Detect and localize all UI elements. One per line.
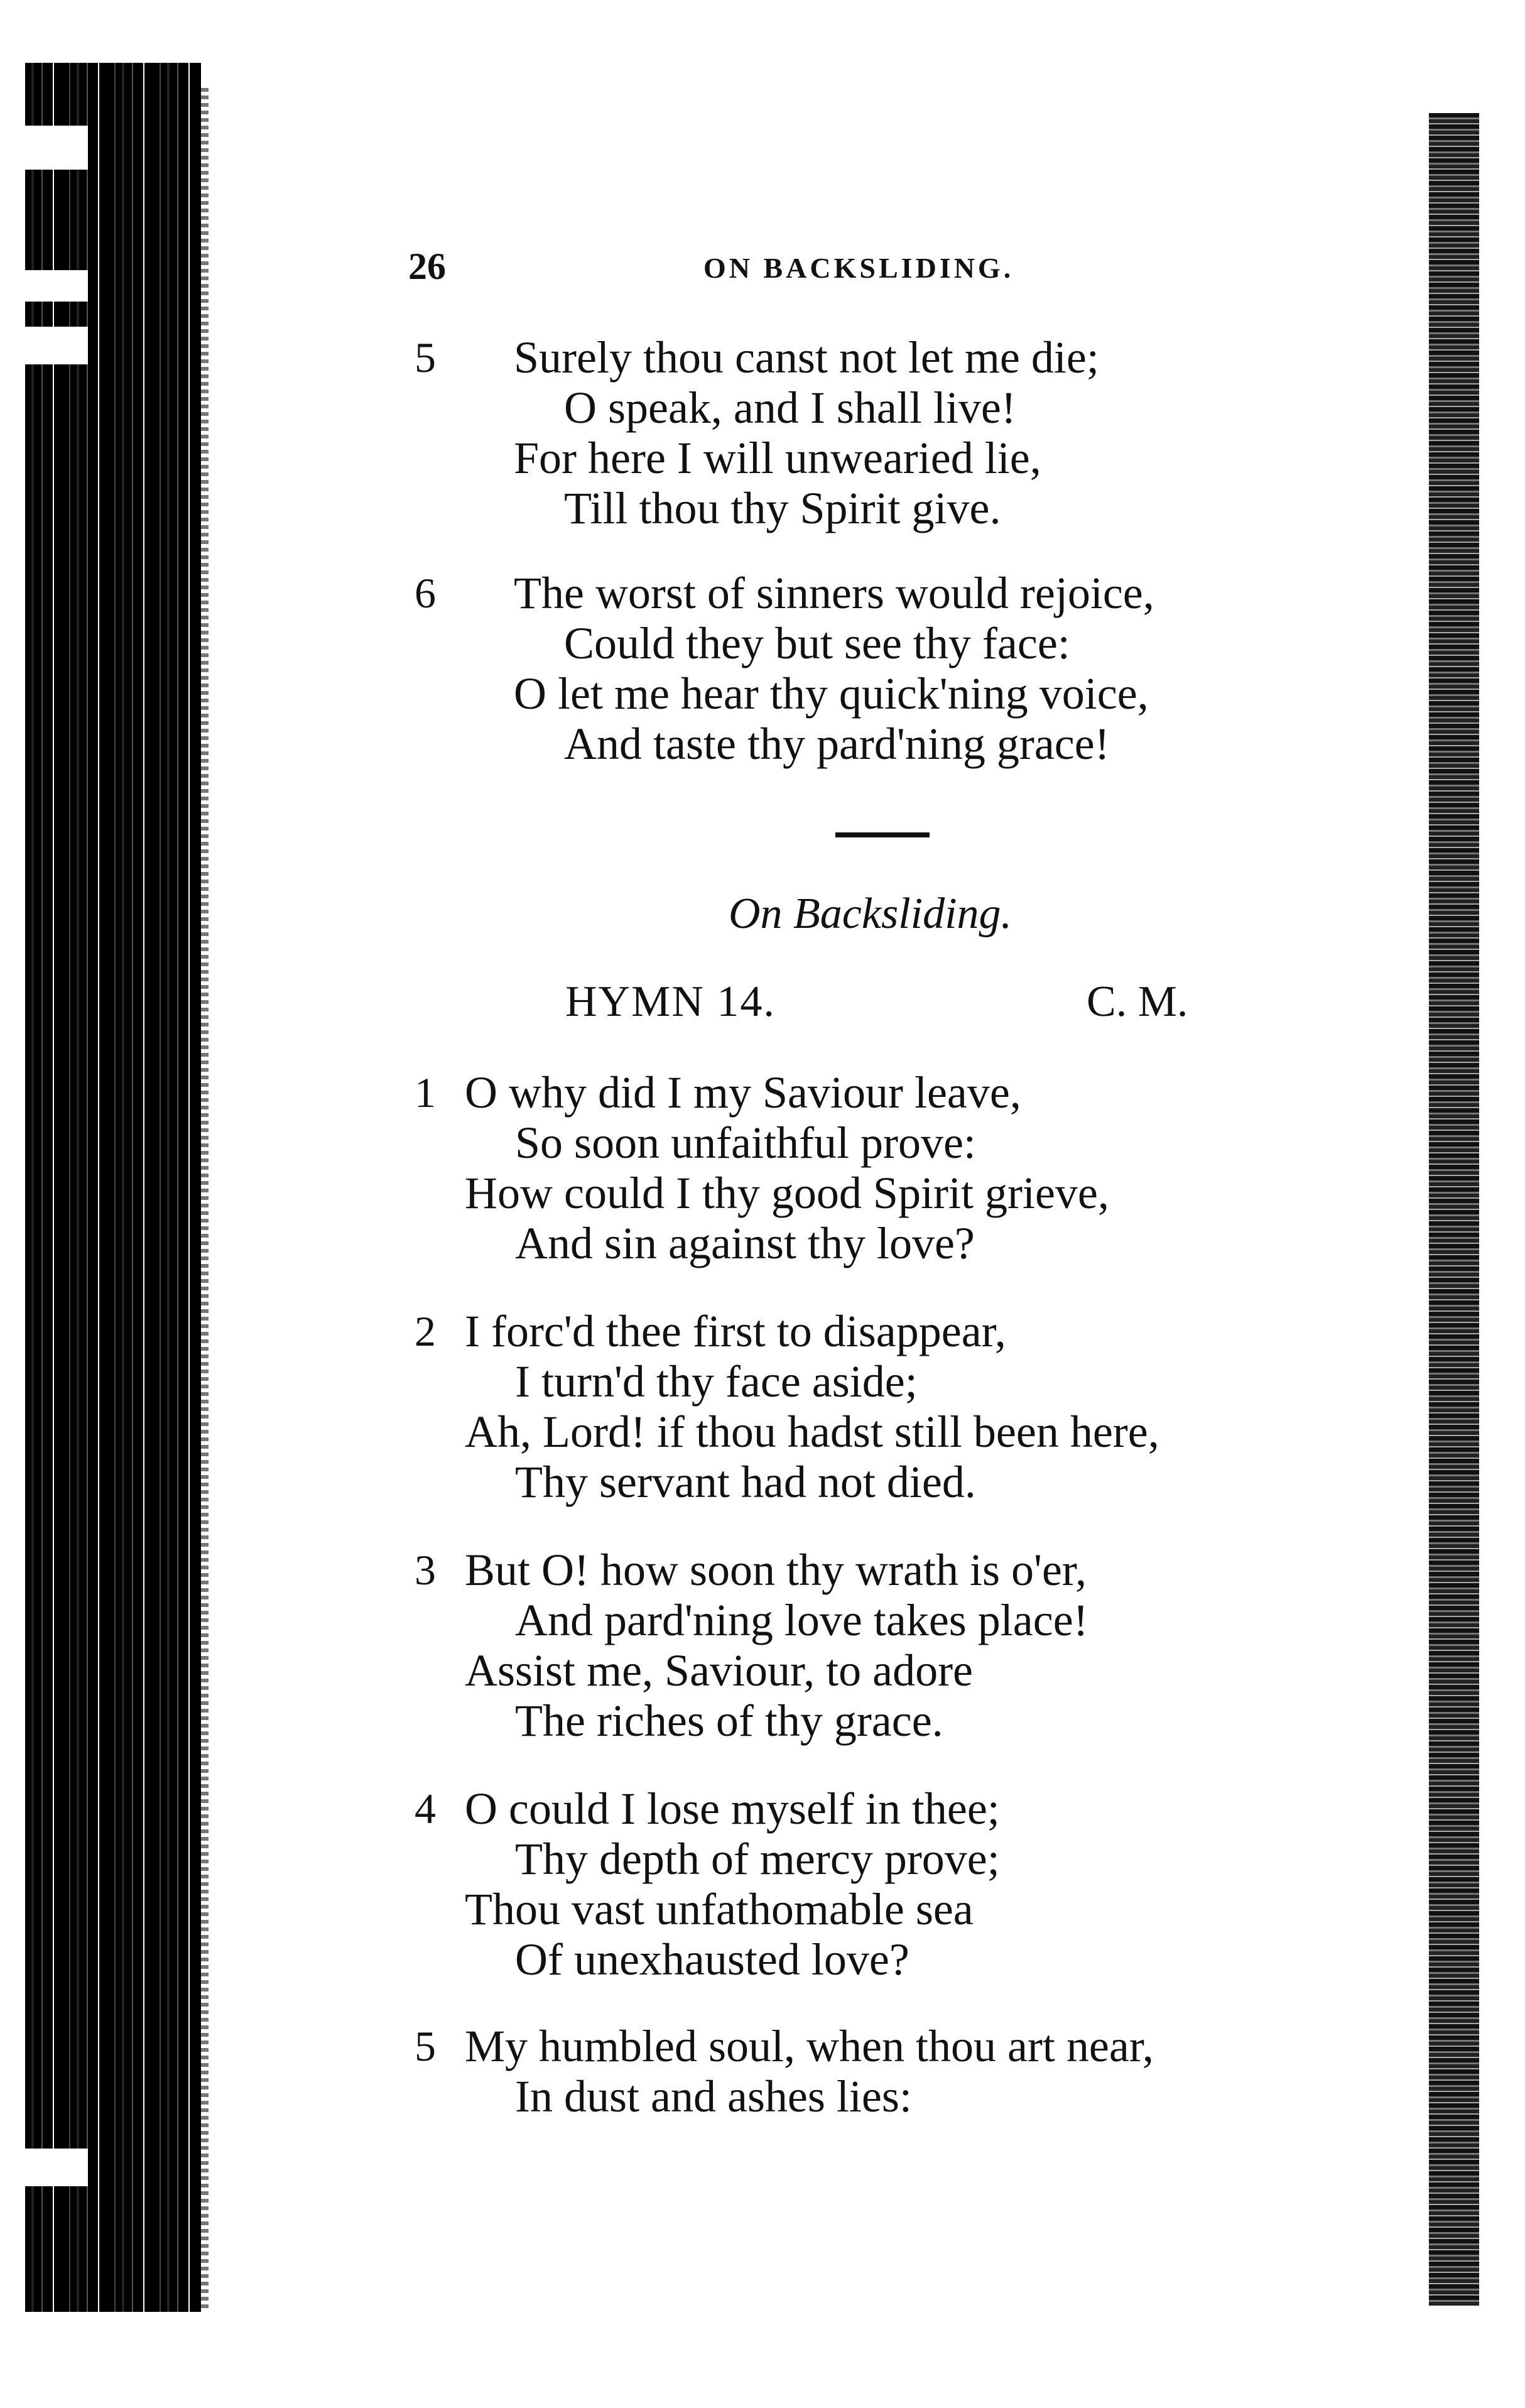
- verse-line: Thou vast unfathomable sea: [465, 1884, 974, 1934]
- verse-line: Could they but see thy face:: [564, 618, 1070, 668]
- section-divider: [835, 832, 930, 837]
- verse-number: 5: [415, 334, 436, 381]
- verse-line: O let me hear thy quick'ning voice,: [514, 668, 1149, 719]
- verse-line: Surely thou canst not let me die;: [514, 332, 1099, 383]
- verse-number: 5: [415, 2022, 436, 2070]
- spine-gap: [0, 270, 88, 302]
- verse-line: Of unexhausted love?: [515, 1934, 909, 1985]
- verse-line: And taste thy pard'ning grace!: [564, 719, 1110, 769]
- verse-line: How could I thy good Spirit grieve,: [465, 1168, 1109, 1218]
- spine-gap: [0, 327, 88, 364]
- verse-line: O why did I my Saviour leave,: [465, 1067, 1021, 1118]
- verse-line: I forc'd thee first to disappear,: [465, 1306, 1006, 1356]
- verse-line: O could I lose myself in thee;: [465, 1784, 1000, 1834]
- section-title: On Backsliding.: [729, 890, 1012, 938]
- verse-line: And pard'ning love takes place!: [515, 1595, 1088, 1645]
- page-header: [408, 245, 1225, 302]
- hymn-heading: HYMN 14.: [565, 978, 776, 1026]
- hymn-meter: C. M.: [1087, 978, 1188, 1026]
- verse-line: So soon unfaithful prove:: [515, 1118, 976, 1168]
- verse-line: Till thou thy Spirit give.: [564, 483, 1001, 533]
- book-spine-left: [25, 63, 201, 2312]
- page-number: 26: [408, 246, 446, 287]
- verse-number: 4: [415, 1785, 436, 1833]
- verse-number: 6: [415, 569, 436, 617]
- verse-line: Thy depth of mercy prove;: [515, 1834, 1000, 1884]
- verse-line: The riches of thy grace.: [515, 1696, 943, 1746]
- verse-line: And sin against thy love?: [515, 1218, 975, 1268]
- verse-line: In dust and ashes lies:: [515, 2071, 912, 2122]
- verse-line: Thy servant had not died.: [515, 1457, 976, 1507]
- verse-line: Assist me, Saviour, to adore: [465, 1645, 974, 1696]
- running-title: ON BACKSLIDING.: [703, 252, 1014, 284]
- verse-line: O speak, and I shall live!: [564, 383, 1016, 433]
- spine-gap: [0, 126, 88, 170]
- verse-line: Ah, Lord! if thou hadst still been here,: [465, 1407, 1159, 1457]
- verse-line: But O! how soon thy wrath is o'er,: [465, 1545, 1087, 1595]
- verse-number: 1: [415, 1069, 436, 1116]
- spine-gap: [0, 2149, 88, 2186]
- verse-line: The worst of sinners would rejoice,: [514, 568, 1154, 618]
- book-spine-right: [1429, 113, 1479, 2306]
- verse-number: 3: [415, 1546, 436, 1594]
- verse-line: My humbled soul, when thou art near,: [465, 2021, 1154, 2071]
- verse-line: For here I will unwearied lie,: [514, 433, 1041, 483]
- page-edge-left: [201, 88, 209, 2312]
- verse-number: 2: [415, 1307, 436, 1355]
- verse-line: I turn'd thy face aside;: [515, 1356, 918, 1407]
